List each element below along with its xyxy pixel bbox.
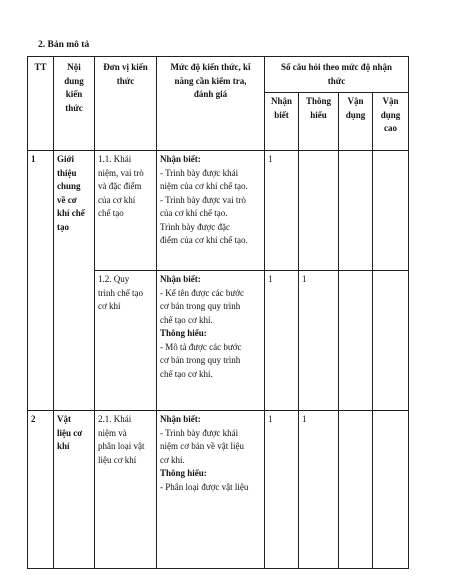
count-thong-hieu: 1 xyxy=(299,271,339,411)
count-nhan-biet: 1 xyxy=(265,411,299,569)
unit-label: 1.2. Quy trình chế tạo cơ khí xyxy=(98,274,143,311)
unit-label: 1.1. Khái niệm, vai trò và đặc điểm của cơ khí chế tạo xyxy=(98,154,144,218)
section-heading: 2. Bản mô tả xyxy=(38,40,90,50)
level-title: Nhận biết: xyxy=(160,154,201,164)
row-number: 2 xyxy=(28,411,54,569)
level-title: Nhận biết: xyxy=(160,274,201,284)
table-row xyxy=(28,151,409,271)
header-content xyxy=(54,57,95,151)
level-title: Nhận biết: xyxy=(160,414,201,424)
header-level-nhan-biet xyxy=(265,93,299,151)
header-row-1 xyxy=(28,57,409,93)
header-tt xyxy=(28,57,54,151)
level-label-thong-hieu: Thông hiểu xyxy=(305,96,331,120)
level-title: Thông hiểu: xyxy=(160,468,207,478)
level-label-nhan-biet: Nhận biết xyxy=(270,96,292,120)
content-label: Vật liệu cơ khí xyxy=(57,414,83,451)
content-label: Giới thiệu chung về cơ khí chế tạo xyxy=(57,154,85,232)
count-van-dung-cao xyxy=(373,151,409,271)
unit-cell xyxy=(95,271,157,411)
requirement-text: - Phân loại được vật liệu xyxy=(160,481,249,492)
header-question-count xyxy=(265,57,409,93)
requirement-cell xyxy=(157,271,265,411)
unit-cell xyxy=(95,151,157,271)
header-level-van-dung-cao xyxy=(373,93,409,151)
header-content-label: Nội dung kiến thức xyxy=(64,62,84,113)
count-nhan-biet: 1 xyxy=(265,151,299,271)
specification-table xyxy=(27,56,409,569)
content-cell xyxy=(54,151,95,411)
requirement-text: - Kể tên được các bước cơ bản trong quy trình chế tạo cơ khí. xyxy=(160,287,244,325)
requirement-text: - Mô tả được các bước cơ bản trong quy trình chế tạo cơ khí. xyxy=(160,341,242,379)
requirement-cell xyxy=(157,151,265,271)
header-unit-label: Đơn vị kiến thức xyxy=(103,62,148,86)
header-unit xyxy=(95,57,157,151)
count-nhan-biet: 1 xyxy=(265,271,299,411)
unit-cell xyxy=(95,411,157,569)
header-tt-label: TT xyxy=(34,62,47,72)
requirement-cell xyxy=(157,411,265,569)
level-label-van-dung-cao: Vận dụng cao xyxy=(380,96,401,133)
count-van-dung-cao xyxy=(373,271,409,411)
header-level-van-dung xyxy=(339,93,373,151)
count-thong-hieu: 1 xyxy=(299,411,339,569)
table-row xyxy=(28,411,409,569)
header-level-thong-hieu xyxy=(299,93,339,151)
count-thong-hieu xyxy=(299,151,339,271)
unit-label: 2.1. Khái niệm và phân loại vật liệu cơ khí xyxy=(98,414,145,465)
level-label-van-dung: Vận dụng xyxy=(345,96,366,120)
header-requirement xyxy=(157,57,265,151)
count-van-dung xyxy=(339,271,373,411)
requirement-text: - Trình bày được khái niệm cơ bản về vật liệu cơ khí. xyxy=(160,427,244,465)
requirement-text: - Trình bày được khái niệm của cơ khí chế tạo. - Trình bày được vai trò của cơ khí chế tạo. Trình bày được đặc điểm của cơ khí chế tạo. xyxy=(160,167,248,245)
content-cell xyxy=(54,411,95,569)
header-requirement-label: Mức độ kiến thức, kĩ năng cần kiểm tra, đánh giá xyxy=(170,62,251,99)
count-van-dung xyxy=(339,411,373,569)
count-van-dung xyxy=(339,151,373,271)
row-number: 1 xyxy=(28,151,54,411)
header-question-count-label: Số câu hỏi theo mức độ nhận thức xyxy=(281,62,392,86)
count-van-dung-cao xyxy=(373,411,409,569)
level-title: Thông hiểu: xyxy=(160,328,207,338)
